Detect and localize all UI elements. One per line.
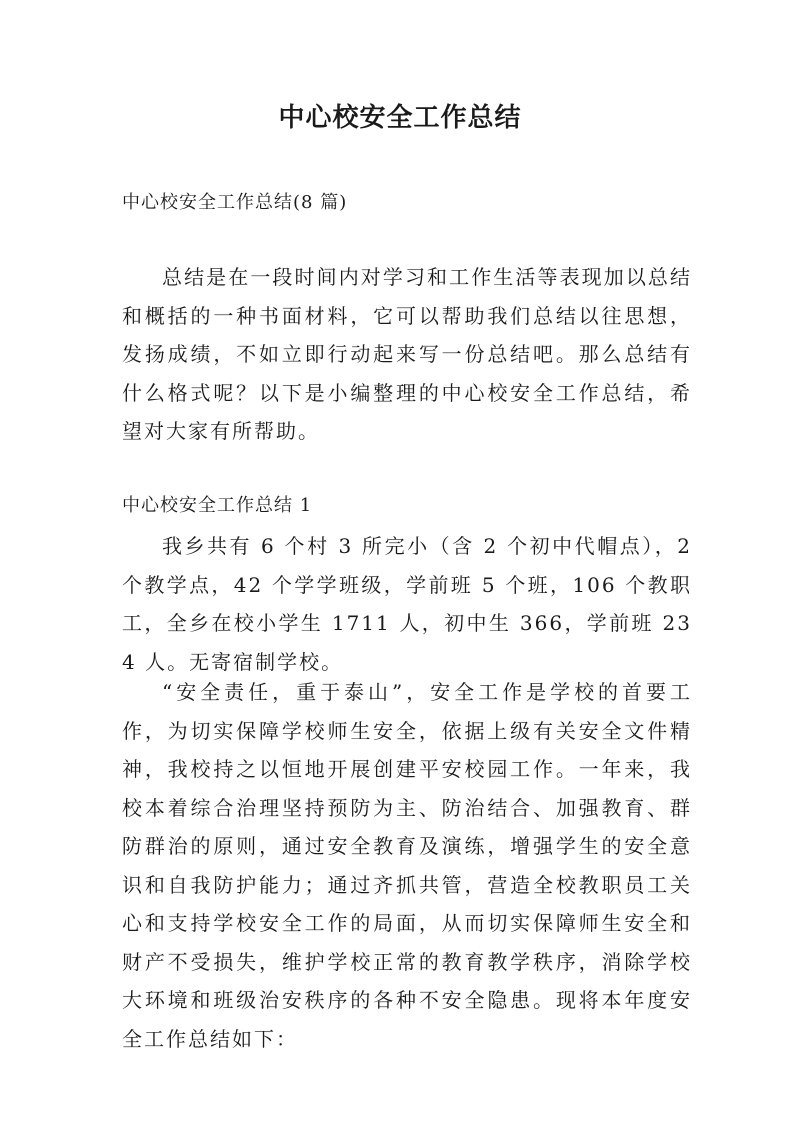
body-paragraph: “安全责任，重于泰山”，安全工作是学校的首要工作，为切实保障学校师生安全，依据上级有关安全文件精神，我校持之以恒地开展创建平安校园工作。一年来，我校本着综合治理坚持预防为主、防治结合、加强教育、群防群治的原则，通过安全教育及演练，增强学生的安全意识和自我防护能力；通过齐抓共管，营造全校教职员工关心和支持学校安全工作的局面，从而切实保障师生安全和财产不受损失，维护学校正常的教育教学秩序，消除学校大环境和班级治安秩序的各种不安全隐患。现将本年度安全工作总结如下：	[122, 680, 692, 1051]
document-subtitle: 中心校安全工作总结(8 篇)	[122, 192, 348, 213]
document-title: 中心校安全工作总结	[278, 103, 522, 133]
body-paragraph: 我乡共有 6 个村 3 所完小（含 2 个初中代帽点），2 个教学点，42 个学学班级，学前班 5 个班，106 个教职工，全乡在校小学生 1711 人，初中生 366，学前班 234 人。无寄宿制学校。	[122, 534, 692, 674]
intro-paragraph: 总结是在一段时间内对学习和工作生活等表现加以总结和概括的一种书面材料，它可以帮助我们总结以往思想，发扬成绩，不如立即行动起来写一份总结吧。那么总结有什么格式呢？以下是小编整理的中心校安全工作总结，希望对大家有所帮助。	[122, 265, 692, 443]
section-heading: 中心校安全工作总结 1	[122, 495, 313, 516]
